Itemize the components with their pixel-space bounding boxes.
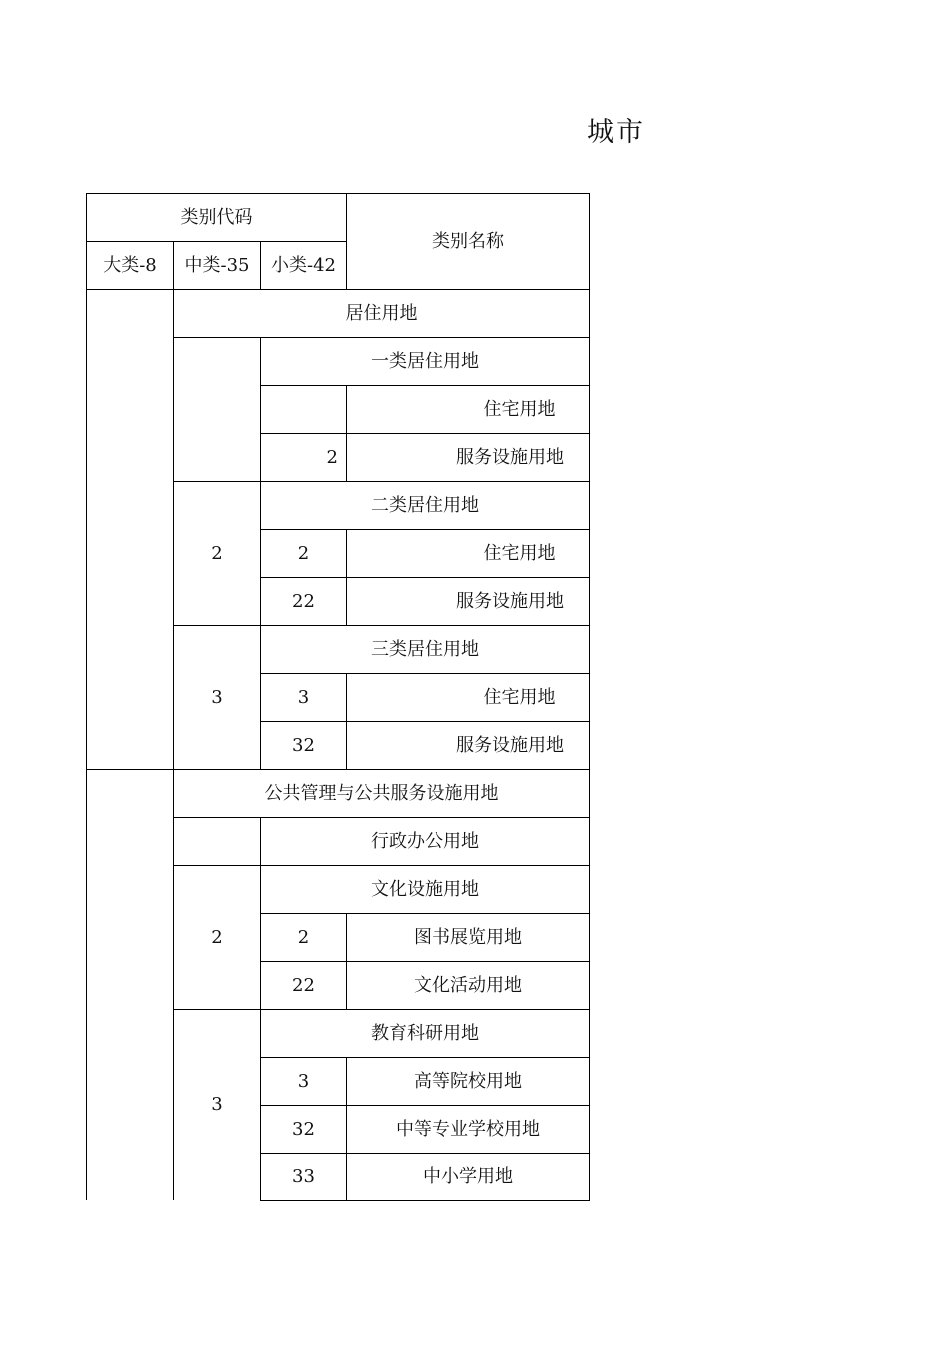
row-class2-service: 服务设施用地 — [346, 577, 590, 626]
minor-code-class3-service: 32 — [260, 721, 347, 770]
row-public-services: 公共管理与公共服务设施用地 — [173, 769, 590, 818]
major-code-public — [86, 769, 174, 1200]
header-major: 大类-8 — [86, 241, 174, 290]
medium-code-class1 — [173, 337, 261, 482]
header-medium: 中类-35 — [173, 241, 261, 290]
minor-code-vocational: 32 — [260, 1105, 347, 1154]
row-university: 高等院校用地 — [346, 1057, 590, 1106]
minor-code-school: 33 — [260, 1153, 347, 1201]
row-class2-residential: 二类居住用地 — [260, 481, 590, 530]
row-library-exhibition: 图书展览用地 — [346, 913, 590, 962]
header-minor: 小类-42 — [260, 241, 347, 290]
row-culture-activity: 文化活动用地 — [346, 961, 590, 1010]
minor-code-class2-service: 22 — [260, 577, 347, 626]
row-residential: 居住用地 — [173, 289, 590, 338]
minor-code-class1-housing — [260, 385, 347, 434]
medium-code-culture: 2 — [173, 865, 261, 1010]
minor-code-class3-housing: 3 — [260, 673, 347, 722]
row-primary-secondary-school: 中小学用地 — [346, 1153, 590, 1201]
minor-code-class1-service: 2 — [260, 433, 347, 482]
row-class3-service: 服务设施用地 — [346, 721, 590, 770]
row-class1-residential: 一类居住用地 — [260, 337, 590, 386]
medium-code-class3: 3 — [173, 625, 261, 770]
medium-code-admin — [173, 817, 261, 866]
page-title: 城市 — [587, 117, 645, 148]
minor-code-library: 2 — [260, 913, 347, 962]
major-code-residential — [86, 289, 174, 770]
row-education-research: 教育科研用地 — [260, 1009, 590, 1058]
row-class1-service: 服务设施用地 — [346, 433, 590, 482]
minor-code-class2-housing: 2 — [260, 529, 347, 578]
medium-code-education: 3 — [173, 1009, 261, 1200]
header-code: 类别代码 — [86, 193, 347, 242]
row-class2-housing: 住宅用地 — [346, 529, 590, 578]
row-class1-housing: 住宅用地 — [346, 385, 590, 434]
row-culture-facilities: 文化设施用地 — [260, 865, 590, 914]
row-class3-housing: 住宅用地 — [346, 673, 590, 722]
medium-code-class2: 2 — [173, 481, 261, 626]
header-name: 类别名称 — [346, 193, 590, 290]
row-vocational-school: 中等专业学校用地 — [346, 1105, 590, 1154]
minor-code-university: 3 — [260, 1057, 347, 1106]
row-class3-residential: 三类居住用地 — [260, 625, 590, 674]
minor-code-culture-activity: 22 — [260, 961, 347, 1010]
row-admin-office: 行政办公用地 — [260, 817, 590, 866]
